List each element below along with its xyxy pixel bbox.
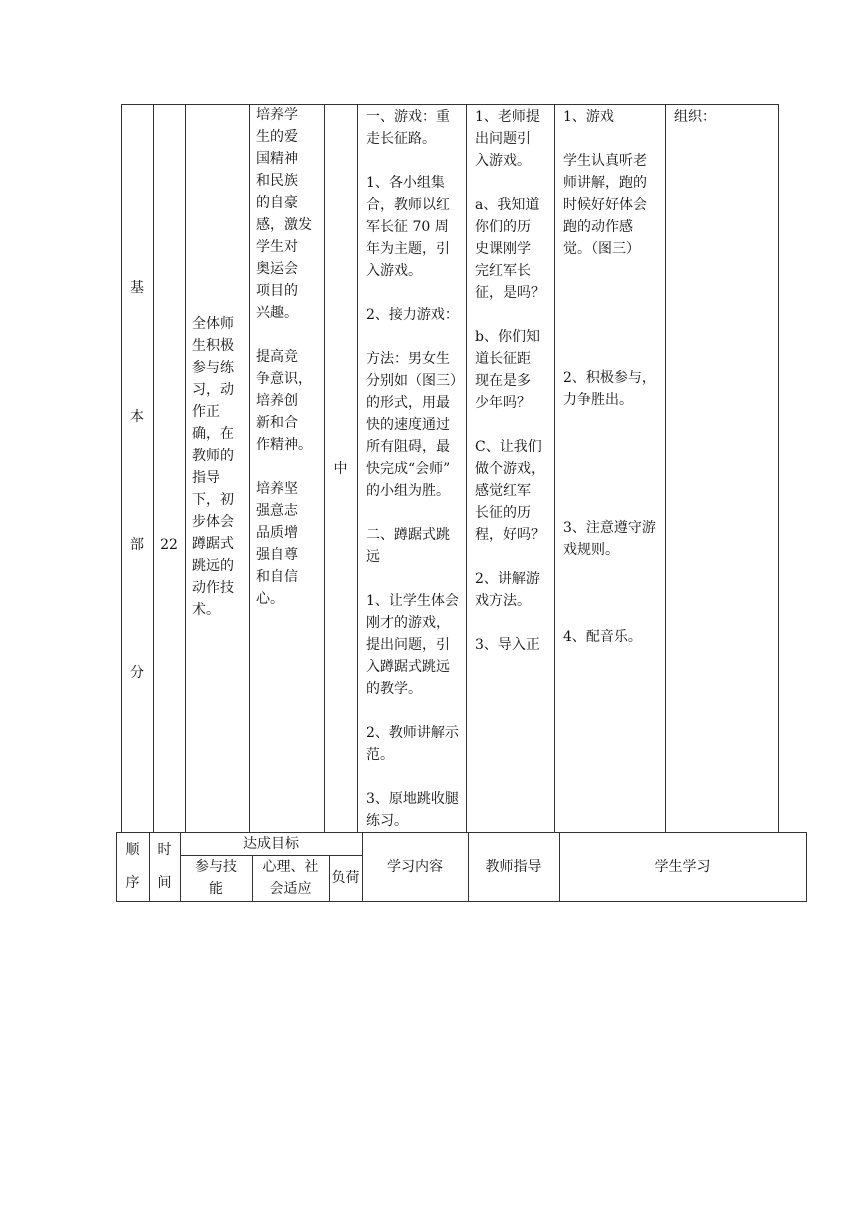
header-time: 时 间 — [157, 842, 172, 891]
student-learning-text-1: 1、游戏 学生认真听老 师讲解，跑的 时候好好体会 跑的动作感 觉。（图三） — [563, 109, 647, 257]
table2-col-border — [806, 832, 807, 902]
table2-bottom-border — [116, 901, 807, 902]
table1-col-border — [121, 104, 122, 832]
organization-label: 组织： — [674, 109, 716, 125]
header-psych: 心理、社 会适应 — [262, 859, 319, 897]
content-text: 一、游戏：重 走长征路。 1、各小组集 合，教师以红 军长征 70 周 年为主题，引 入游戏。 2、接力游戏： 方法：男女生 分别如（图三） 的形式，用最 快的速度通过 所有阻碍，最 快完成“会师” 的小组为胜。 二、蹲踞式跳 远 1、让学生体会 刚才的游戏， 提出问题，引 入蹲踞式跳远 的教学。 2、教师讲解示 范。 3、原地跳收腿 练习。 — [366, 109, 464, 829]
header-load: 负荷 — [331, 870, 360, 886]
header-skill: 参与技 能 — [195, 859, 237, 897]
section-char: 分 — [130, 665, 144, 681]
skill-goal-text: 全体师 生积极 参与练 习，动 作正 确，在 教师的 指导 下，初 步体会 蹲踞式 跳远的 动作技 术。 — [192, 316, 234, 618]
table1-col-border — [249, 104, 250, 832]
table1-col-border — [357, 104, 358, 832]
student-learning-text-3: 3、注意遵守游 戏规则。 — [563, 520, 656, 558]
header-teacher: 教师指导 — [485, 859, 542, 875]
header-content: 学习内容 — [387, 859, 443, 875]
section-char: 本 — [130, 409, 144, 425]
table1-col-border — [665, 104, 666, 832]
table1-col-border — [185, 104, 186, 832]
section-char: 部 — [130, 537, 144, 553]
header-student: 学生学习 — [654, 859, 711, 875]
student-learning-text-4: 4、配音乐。 — [563, 629, 642, 645]
load-value: 中 — [333, 461, 348, 477]
student-learning-text-2: 2、积极参与， 力争胜出。 — [563, 370, 656, 408]
time-value: 22 — [160, 537, 178, 553]
header-order: 顺 序 — [125, 842, 140, 891]
teacher-guidance-text: 1、老师提 出问题引 入游戏。 a、我知道 你们的历 史课刚学 完红军长 征，是吗？ b、你们知 道长征距 现在是多 少年吗？ C、让我们 做个游戏， 感觉红军 长征的历 程，好吗？ 2、讲解游 戏方法。 3、导入正 — [475, 109, 545, 653]
table1-col-border — [466, 104, 467, 832]
table1-col-border — [778, 104, 779, 832]
section-char: 基 — [130, 280, 144, 296]
psych-goal-text: 培养学 生的爱 国精神 和民族 的自豪 感，激发 学生对 奥运会 项目的 兴趣。 提高竞 争意识， 培养创 新和合 作精神。 培养坚 强意志 品质增 强自尊 和自信 心。 — [256, 107, 312, 607]
table1-col-border — [153, 104, 154, 832]
header-goal: 达成目标 — [243, 836, 299, 852]
table1-top-border — [121, 104, 779, 105]
